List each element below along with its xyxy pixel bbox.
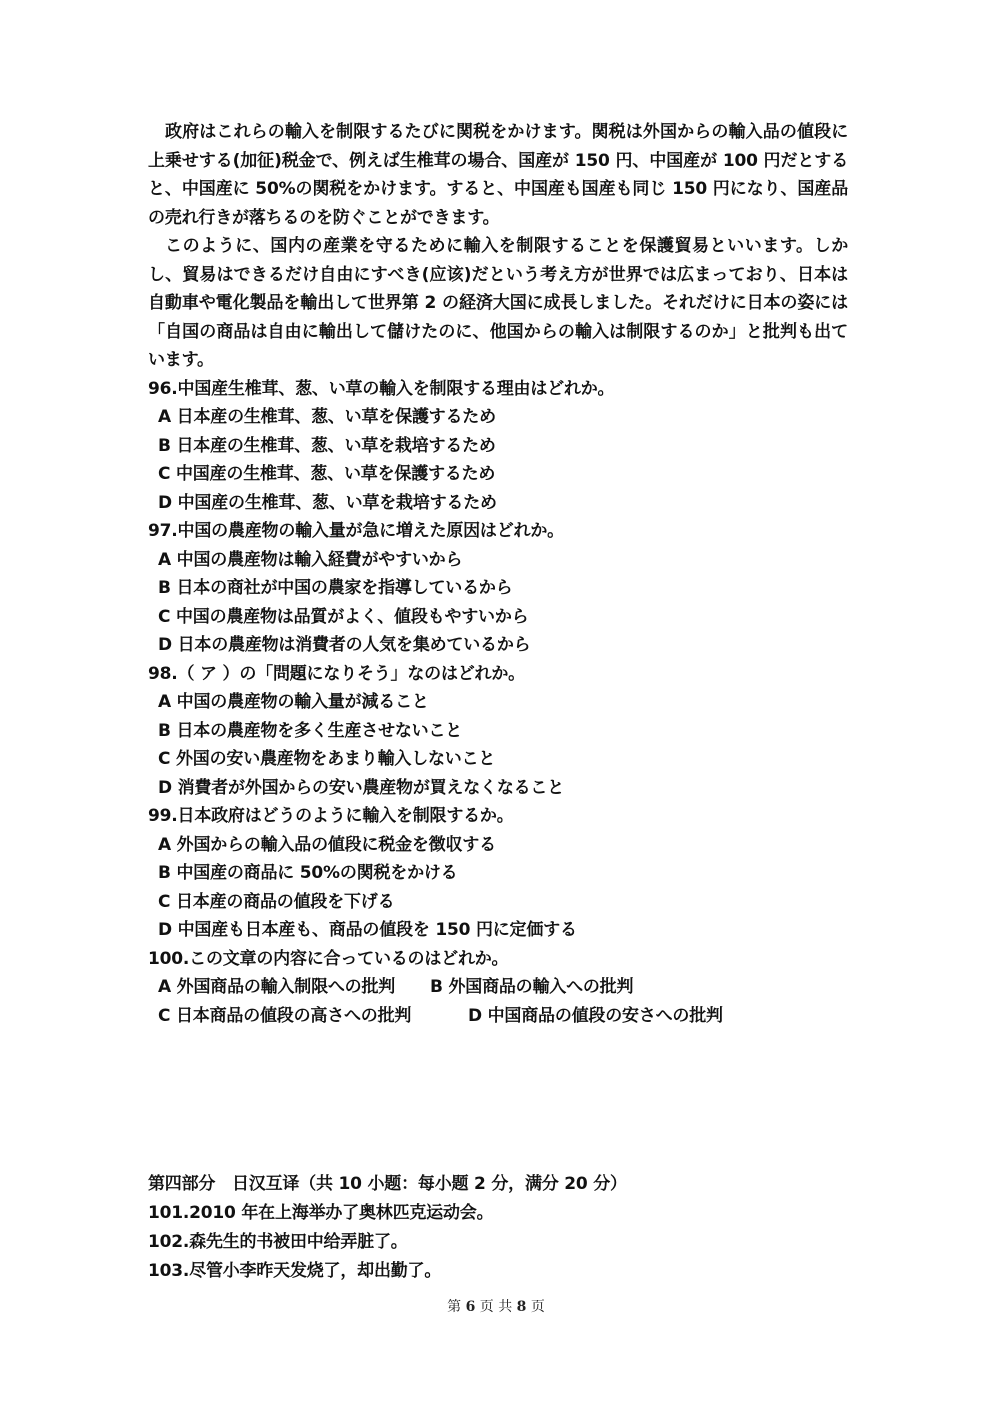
- passage-paragraph-2: このように、国内の産業を守るために輸入を制限することを保護貿易といいます。しかし、貿易はできるだけ自由にすべき(应该)だという考え方が世界では広まっており、日本は自動車や電化製品を輸出して世界第 2 の経済大国に成長しました。それだけに日本の姿には「自国の商品は自由に輸出して儲けたのに、他国からの輸入は制限するのか」と批判も出ています。: [148, 236, 848, 370]
- option-c: C 日本商品の値段の高さへの批判: [158, 1005, 412, 1026]
- option-d: D 消費者が外国からの安い農産物が買えなくなること: [158, 777, 565, 798]
- page-number: 6: [465, 1299, 476, 1315]
- question-text: 96.中国産生椎茸、葱、い草の輸入を制限する理由はどれか。: [148, 378, 615, 399]
- page-total: 8: [516, 1299, 527, 1315]
- question-text: 98.（ ア ）の「問題になりそう」なのはどれか。: [148, 663, 525, 684]
- option-c: C 外国の安い農産物をあまり輸入しないこと: [158, 749, 496, 769]
- question-98: [148, 660, 848, 803]
- question-96: [148, 375, 848, 518]
- option-row-2: [148, 1002, 848, 1031]
- reading-passage-area: [148, 118, 848, 1030]
- option-a: A 日本産の生椎茸、葱、い草を保護するため: [158, 407, 496, 427]
- footer-suffix: 页: [530, 1299, 545, 1315]
- question-100: [148, 945, 848, 1031]
- section-heading: 第四部分 日汉互译（共 10 小题：每小题 2 分，满分 20 分）: [148, 1174, 627, 1194]
- option-c: C 日本産の商品の値段を下げる: [158, 891, 395, 912]
- option-a: A 中国の農産物の輸入量が減ること: [158, 692, 429, 712]
- option-d: D 中国商品の値段の安さへの批判: [468, 1005, 723, 1026]
- translation-item-101: 101.2010 年在上海举办了奥林匹克运动会。: [148, 1203, 494, 1223]
- option-d: D 中国産の生椎茸、葱、い草を栽培するため: [158, 492, 497, 513]
- option-b: B 外国商品の輸入への批判: [430, 977, 634, 997]
- option-b: B 中国産の商品に 50%の関税をかける: [158, 863, 458, 883]
- option-b: B 日本産の生椎茸、葱、い草を栽培するため: [158, 435, 496, 456]
- option-c: C 中国産の生椎茸、葱、い草を保護するため: [158, 464, 496, 484]
- question-text: 100.この文章の内容に合っているのはどれか。: [148, 948, 509, 969]
- translation-section: [148, 1170, 848, 1286]
- translation-item-103: 103.尽管小李昨天发烧了，却出勤了。: [148, 1261, 442, 1281]
- option-row-1: [148, 973, 848, 1002]
- option-a: A 外国からの輸入品の値段に税金を徴収する: [158, 834, 496, 855]
- passage-paragraph-1: 政府はこれらの輸入を制限するたびに関税をかけます。関税は外国からの輸入品の値段に上乗せする(加征)税金で、例えば生椎茸の場合、国産が 150 円、中国産が 100 円だとすると、中国産に 50%の関税をかけます。すると、中国産も国産も同じ 150 円になり、国産品の売れ行きが落ちるのを防ぐことができます。: [148, 122, 848, 228]
- footer-prefix: 第: [447, 1299, 462, 1315]
- option-b: B 日本の商社が中国の農家を指導しているから: [158, 578, 513, 598]
- option-c: C 中国の農産物は品質がよく、値段もやすいから: [158, 606, 529, 627]
- question-text: 97.中国の農産物の輸入量が急に増えた原因はどれか。: [148, 521, 564, 541]
- question-text: 99.日本政府はどうのように輸入を制限するか。: [148, 806, 514, 826]
- option-a: A 中国の農産物は輸入経費がやすいから: [158, 549, 463, 570]
- option-b: B 日本の農産物を多く生産させないこと: [158, 720, 463, 741]
- question-97: [148, 517, 848, 660]
- option-a: A 外国商品の輸入制限への批判: [158, 977, 396, 997]
- option-d: D 日本の農産物は消費者の人気を集めているから: [158, 635, 531, 655]
- question-99: [148, 802, 848, 945]
- option-d: D 中国産も日本産も、商品の値段を 150 円に定価する: [158, 920, 577, 940]
- translation-item-102: 102.森先生的书被田中给弄脏了。: [148, 1232, 408, 1252]
- footer-middle: 页 共: [479, 1299, 513, 1315]
- page-footer: [0, 1296, 992, 1316]
